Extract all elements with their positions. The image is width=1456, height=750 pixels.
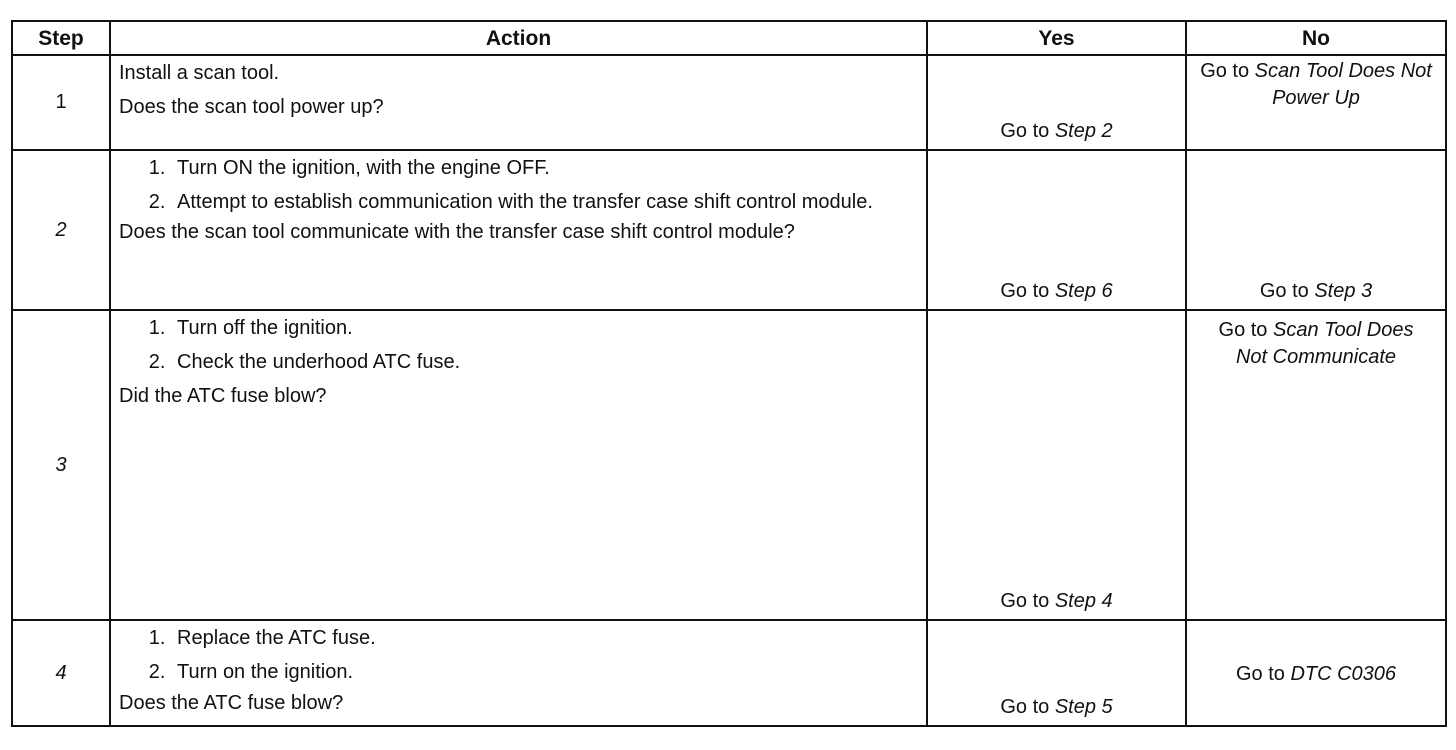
- table-row-step-3: [12, 310, 1446, 620]
- no-cell: [1186, 55, 1446, 150]
- yes-prefix: Go to: [1000, 590, 1055, 612]
- action-question: Does the ATC fuse blow?: [119, 692, 344, 714]
- no-cell: [1186, 150, 1446, 310]
- no-prefix: Go to: [1235, 662, 1291, 685]
- yes-prefix: Go to: [1000, 120, 1055, 142]
- table-row-step-1: [12, 55, 1446, 150]
- yes-prefix: Go to: [1000, 280, 1055, 302]
- yes-prefix: Go to: [1000, 696, 1055, 718]
- header-action: Action: [110, 21, 927, 55]
- action-steps-list: [119, 155, 918, 215]
- diagnostic-table: [11, 20, 1447, 727]
- action-cell: [110, 55, 927, 150]
- action-step: 1. Replace the ATC fuse.: [171, 625, 918, 652]
- no-cell: [1186, 620, 1446, 726]
- action-step: 2. Attempt to establish communication with the transfer case shift control module.: [171, 189, 918, 215]
- yes-link-step-2[interactable]: Step 2: [1054, 120, 1113, 142]
- no-link-dtc-c0306[interactable]: DTC C0306: [1290, 662, 1397, 685]
- action-step: 2. Turn on the ignition.: [171, 659, 918, 686]
- table-row-step-2: [12, 150, 1446, 310]
- no-link-step-3[interactable]: Step 3: [1314, 280, 1373, 302]
- yes-link-step-4[interactable]: Step 4: [1054, 590, 1113, 612]
- table-row-step-4: [12, 620, 1446, 726]
- action-question: Does the scan tool communicate with the transfer case shift control module?: [119, 221, 795, 243]
- no-link-scan-tool-does-not-communicate[interactable]: Scan Tool Does Not Communicate: [1235, 319, 1414, 368]
- action-step: 2. Check the underhood ATC fuse.: [171, 349, 918, 376]
- yes-cell: [927, 310, 1186, 620]
- no-prefix: Go to: [1200, 60, 1255, 82]
- action-cell: [110, 150, 927, 310]
- no-prefix: Go to: [1259, 280, 1315, 302]
- yes-link-step-5[interactable]: Step 5: [1054, 696, 1113, 718]
- action-intro: Install a scan tool.: [119, 62, 280, 84]
- header-no: No: [1186, 21, 1446, 55]
- action-steps-list: [119, 315, 918, 376]
- step-number: 1: [12, 55, 110, 150]
- yes-cell: [927, 620, 1186, 726]
- step-number: 3: [12, 310, 110, 620]
- action-cell: [110, 310, 927, 620]
- table-header-row: [12, 21, 1446, 55]
- action-step: 1. Turn ON the ignition, with the engine OFF.: [171, 155, 918, 182]
- diagnostic-table-page: [11, 20, 1447, 727]
- step-number: 4: [12, 620, 110, 726]
- action-question: Did the ATC fuse blow?: [119, 385, 327, 407]
- action-question: Does the scan tool power up?: [119, 96, 384, 118]
- yes-link-step-6[interactable]: Step 6: [1054, 280, 1113, 302]
- no-link-scan-tool-does-not-power-up[interactable]: Scan Tool Does Not Power Up: [1254, 60, 1432, 109]
- yes-cell: [927, 150, 1186, 310]
- header-yes: Yes: [927, 21, 1186, 55]
- action-cell: [110, 620, 927, 726]
- no-cell: [1186, 310, 1446, 620]
- no-prefix: Go to: [1218, 319, 1273, 341]
- yes-cell: [927, 55, 1186, 150]
- header-step: Step: [12, 21, 110, 55]
- action-step: 1. Turn off the ignition.: [171, 315, 918, 342]
- action-steps-list: [119, 625, 918, 686]
- step-number: 2: [12, 150, 110, 310]
